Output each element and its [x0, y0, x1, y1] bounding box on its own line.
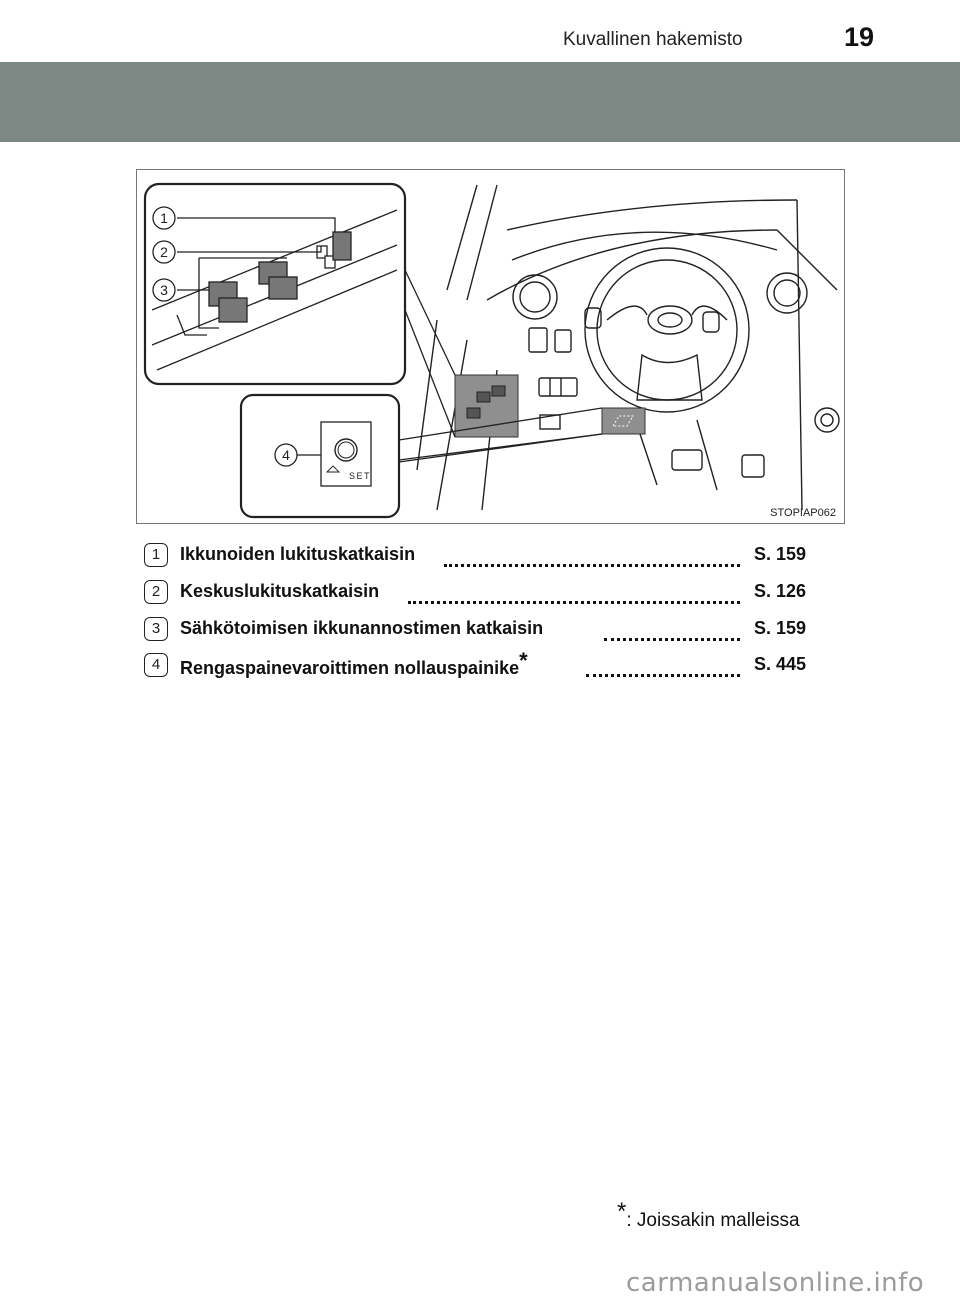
callout-2: 2	[160, 244, 168, 260]
item-number-badge: 3	[144, 617, 168, 641]
page-reference-link[interactable]: S. 159	[753, 618, 806, 638]
set-label: SET	[349, 471, 372, 481]
asterisk-marker: *	[519, 648, 528, 673]
list-item	[144, 580, 814, 606]
footnote	[617, 1198, 800, 1233]
item-number-badge: 2	[144, 580, 168, 604]
item-label-text: Rengaspainevaroittimen nollauspainike	[180, 658, 520, 678]
item-label: Sähkötoimisen ikkunannostimen katkaisin	[180, 618, 544, 638]
callout-1: 1	[160, 210, 168, 226]
item-number-badge: 1	[144, 543, 168, 567]
list-item	[144, 543, 814, 569]
callout-3: 3	[160, 282, 168, 298]
page-reference-link[interactable]: S. 159	[753, 544, 806, 564]
dot-leader	[408, 583, 740, 604]
footnote-text: : Joissakin malleissa	[626, 1210, 800, 1231]
dashboard-drawing	[137, 170, 846, 525]
list-item	[144, 648, 814, 679]
dot-leader	[604, 620, 740, 641]
item-label: Ikkunoiden lukituskatkaisin	[180, 544, 416, 564]
header-band	[0, 62, 960, 142]
page-header	[0, 0, 960, 58]
footnote-symbol: *	[617, 1198, 627, 1225]
page-number: 19	[844, 22, 875, 52]
dot-leader	[586, 656, 740, 677]
page-reference-link[interactable]: S. 126	[753, 581, 806, 601]
callout-4: 4	[282, 447, 290, 463]
dashboard-illustration	[136, 169, 845, 524]
watermark: carmanualsonline.info	[626, 1268, 925, 1298]
list-item	[144, 617, 814, 643]
page-reference-link[interactable]: S. 445	[753, 654, 806, 674]
section-title: Kuvallinen hakemisto	[563, 29, 743, 50]
image-code: STOPIAP062	[770, 507, 836, 519]
item-label: Keskuslukituskatkaisin	[180, 581, 380, 601]
dot-leader	[444, 546, 740, 567]
item-number-badge: 4	[144, 653, 168, 677]
item-label	[180, 648, 528, 680]
